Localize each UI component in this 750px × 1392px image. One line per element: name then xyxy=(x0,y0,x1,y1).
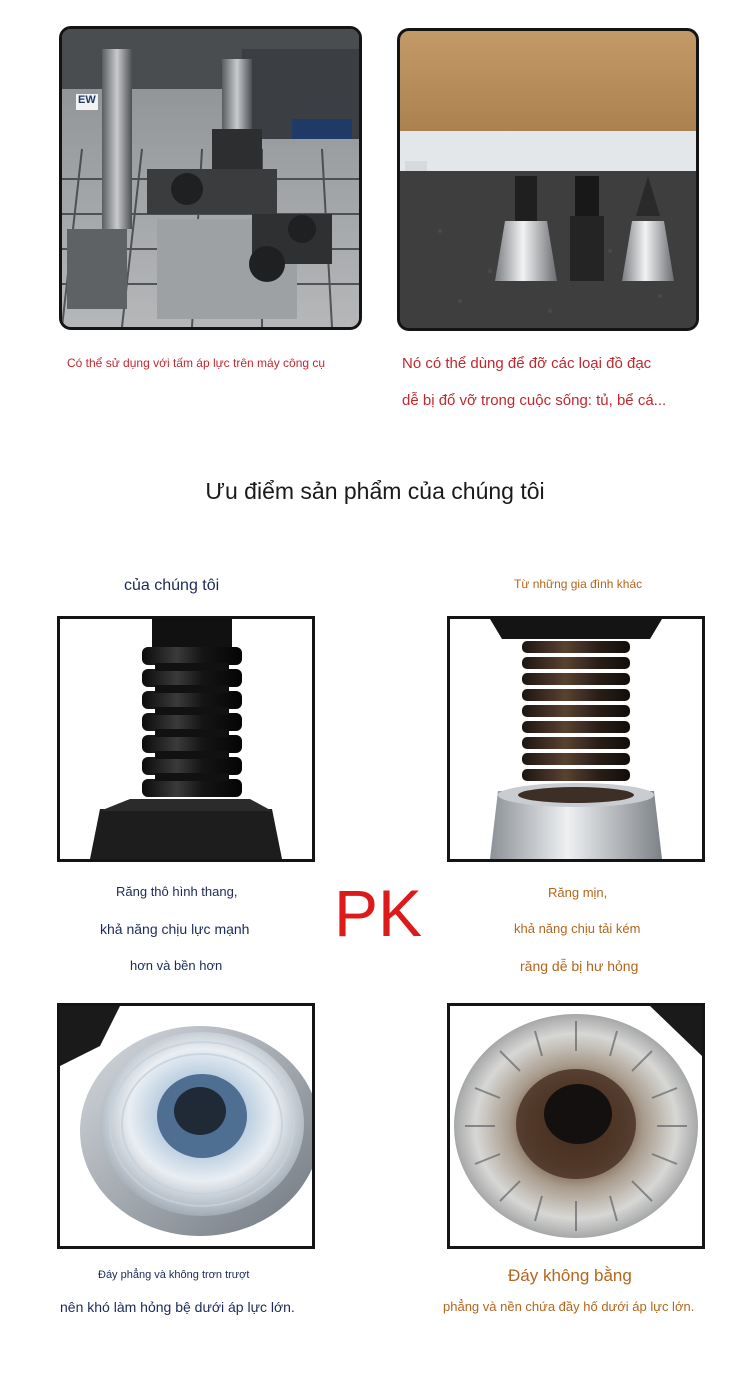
others-thread-caption-2: khả năng chịu tải kém xyxy=(514,921,641,936)
ours-thread-caption-2: khả năng chịu lực mạnh xyxy=(100,921,250,937)
others-uneven-base-photo xyxy=(447,1003,705,1249)
ours-flat-base-photo xyxy=(57,1003,315,1249)
others-thread-caption-1: Răng mịn, xyxy=(548,885,608,900)
ours-thread-caption-3: hơn và bền hơn xyxy=(130,958,223,973)
ours-base-caption-1: Đáy phẳng và không trơn trượt xyxy=(98,1269,250,1281)
pk-versus-label: PK xyxy=(334,876,423,950)
section-heading: Ưu điểm sản phẩm của chúng tôi xyxy=(205,478,545,504)
furniture-caption-line1: Nó có thể dùng để đỡ các loại đồ đạc xyxy=(402,355,652,372)
furniture-caption-line2: dễ bị đổ vỡ trong cuộc sống: tủ, bể cá... xyxy=(402,392,667,409)
machine-tool-caption: Có thể sử dụng với tấm áp lực trên máy công cụ xyxy=(67,356,326,370)
others-thread-photo xyxy=(447,616,705,862)
ours-base-caption-2: nên khó làm hỏng bệ dưới áp lực lớn. xyxy=(60,1299,295,1315)
furniture-support-photo xyxy=(397,28,699,331)
others-thread-caption-3: răng dễ bị hư hỏng xyxy=(520,958,639,974)
machine-tool-clamp-photo xyxy=(59,26,362,330)
ours-thread-photo xyxy=(57,616,315,862)
others-label: Từ những gia đình khác xyxy=(514,577,643,591)
plate-brand-label: EW xyxy=(78,94,96,106)
ours-thread-caption-1: Răng thô hình thang, xyxy=(116,884,238,899)
ours-label: của chúng tôi xyxy=(124,577,220,594)
others-base-caption-1: Đáy không bằng xyxy=(508,1266,632,1285)
others-base-caption-2: phẳng và nền chứa đầy hố dưới áp lực lớn. xyxy=(443,1299,695,1314)
